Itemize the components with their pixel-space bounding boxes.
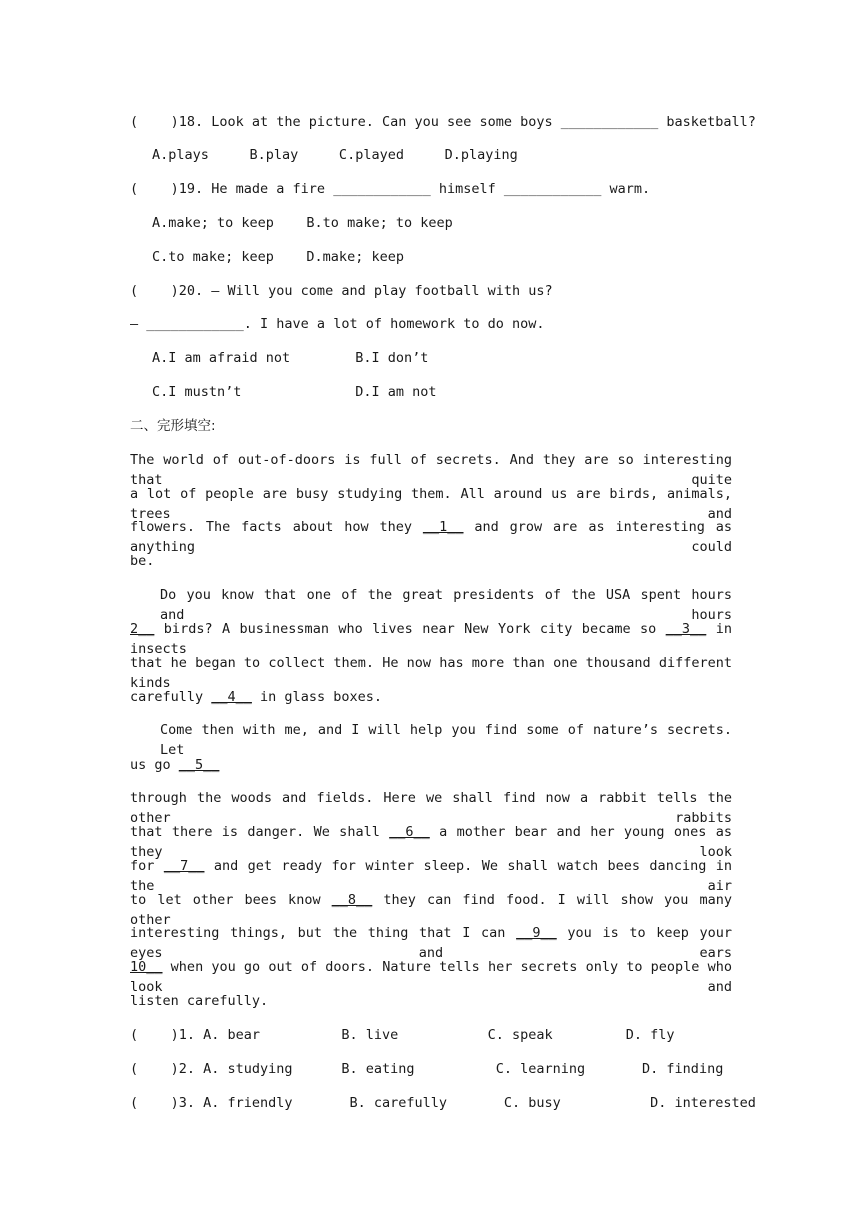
q18-options: A.plays B.play C.played D.playing (152, 147, 518, 163)
passage-text: when you go out of doors. Nature tells her secrets only to people who look and (130, 959, 732, 995)
passage-text: you is to keep your eyes and ears (130, 925, 732, 961)
blank-7: __7__ (163, 858, 205, 874)
passage-line: that he began to collect them. He now has more than one thousand different kinds (130, 655, 732, 691)
passage-line: Come then with me, and I will help you find some of nature’s secrets. Let (160, 722, 732, 758)
passage-text: and grow are as interesting as anything could (130, 519, 732, 555)
passage-text: in glass boxes. (251, 689, 382, 705)
blank-6: __6__ (389, 824, 430, 840)
passage-text: for (130, 858, 164, 874)
q20-reply: — ____________. I have a lot of homework to do now. (130, 316, 545, 332)
passage-line: Do you know that one of the great presidents of the USA spent hours and hours (160, 587, 732, 623)
passage-line: be. (130, 553, 155, 569)
passage-line: The world of out-of-doors is full of secrets. And they are so interesting that quite (130, 452, 732, 488)
passage-line (130, 755, 732, 775)
passage-line (130, 517, 732, 555)
blank-2: 2__ (130, 621, 155, 637)
passage-line (130, 687, 732, 707)
blank-3: __3__ (665, 621, 707, 637)
q20-stem: ( )20. — Will you come and play football with us? (130, 283, 553, 299)
blank-8: __8__ (331, 892, 373, 908)
passage-line (130, 856, 733, 894)
q19-options-row2: C.to make; keep D.make; keep (152, 249, 404, 265)
passage-line (130, 890, 732, 928)
passage-text: carefully (130, 689, 212, 705)
passage-text: interesting things, but the thing that I can (130, 925, 517, 941)
blank-9: __9__ (516, 925, 557, 941)
passage-line (130, 923, 732, 961)
passage-line: listen carefully. (130, 993, 269, 1009)
passage-line (130, 619, 732, 657)
blank-10: 10__ (130, 959, 163, 975)
cloze-question-2: ( )2. A. studying B. eating C. learning D. finding (130, 1061, 724, 1077)
q19-stem: ( )19. He made a fire ____________ himself ____________ warm. (130, 181, 651, 197)
blank-4: __4__ (211, 689, 252, 705)
passage-text: to let other bees know (130, 892, 332, 908)
section-title: 二、完形填空: (130, 418, 216, 434)
passage-line (130, 822, 732, 860)
passage-text: us go (130, 757, 179, 773)
passage-text: in insects (130, 621, 732, 657)
cloze-question-3: ( )3. A. friendly B. carefully C. busy D. interested (130, 1095, 756, 1111)
blank-1: __1__ (422, 519, 464, 535)
q20-options-row1: A.I am afraid not B.I don’t (152, 350, 429, 366)
blank-5: __5__ (178, 757, 220, 773)
q19-options-row1: A.make; to keep B.to make; to keep (152, 215, 453, 231)
passage-text: a mother bear and her young ones as they look (130, 824, 732, 860)
passage-line (130, 957, 732, 995)
q18-stem: ( )18. Look at the picture. Can you see some boys ____________ basketball? (130, 114, 756, 130)
passage-text: flowers. The facts about how they (130, 519, 423, 535)
passage-text: and get ready for winter sleep. We shall watch bees dancing in the air (130, 858, 733, 894)
passage-text: that there is danger. We shall (130, 824, 390, 840)
cloze-question-1: ( )1. A. bear B. live C. speak D. fly (130, 1027, 675, 1043)
passage-line: a lot of people are busy studying them. All around us are birds, animals, trees and (130, 486, 732, 522)
q20-options-row2: C.I mustn’t D.I am not (152, 384, 437, 400)
passage-text: birds? A businessman who lives near New York city became so (154, 621, 666, 637)
passage-line: through the woods and fields. Here we shall find now a rabbit tells the other rabbits (130, 790, 732, 826)
passage-text: they can find food. I will show you many other (130, 892, 732, 928)
